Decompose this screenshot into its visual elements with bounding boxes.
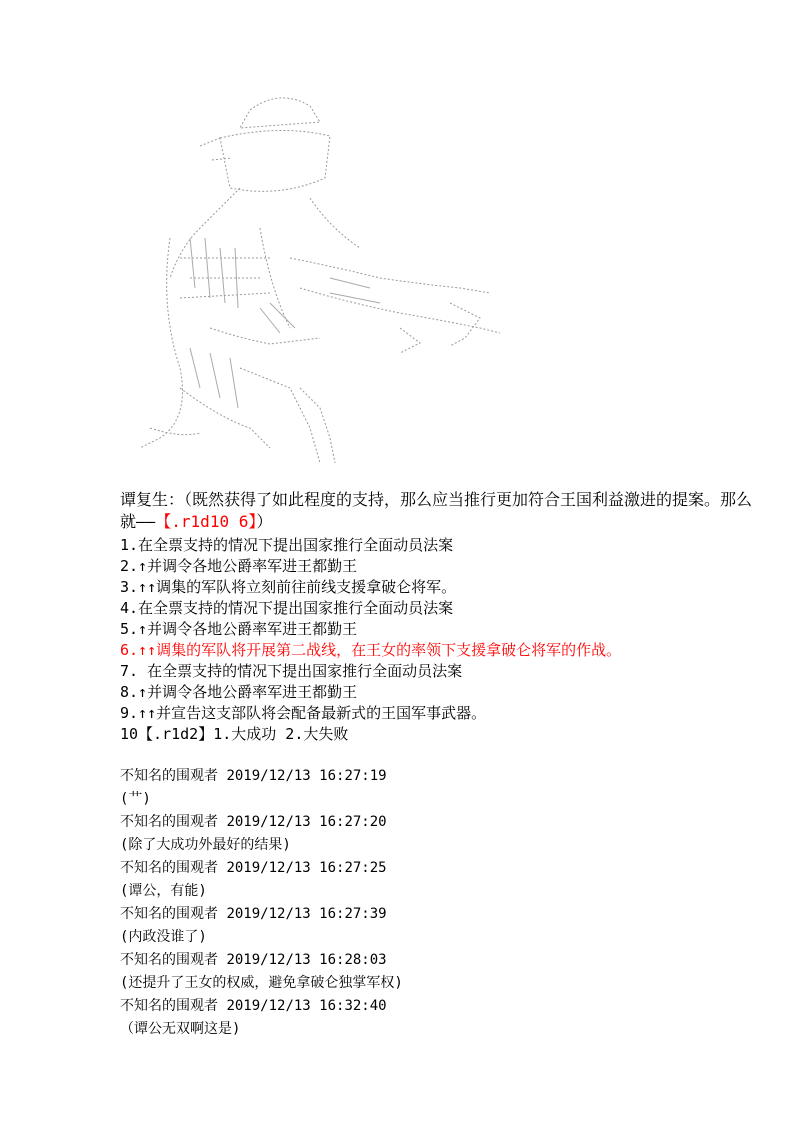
comment-time: 2019/12/13 16:27:19 [226,768,387,784]
comment-time: 2019/12/13 16:27:20 [226,814,387,830]
comment [120,765,760,811]
option-list [120,535,760,745]
comment-time: 2019/12/13 16:32:40 [226,998,387,1014]
option-item: 10【.r1d2】1.大成功 2.大失败 [120,725,349,743]
comment-time: 2019/12/13 16:28:03 [226,952,387,968]
comment-author: 不知名的围观者 [120,906,218,922]
option-item: 2.↑并调令各地公爵率军进王都勤王 [120,557,358,575]
comment-text: (内政没谁了) [120,929,207,945]
comment [120,903,760,949]
comment [120,857,760,903]
comment-author: 不知名的围观者 [120,952,218,968]
dice-roll: 【.r1d10 6】 [155,512,257,531]
comment-time: 2019/12/13 16:27:25 [226,860,387,876]
option-item: 7. 在全票支持的情况下提出国家推行全面动员法案 [120,662,463,680]
option-item-highlighted: 6.↑↑调集的军队将开展第二战线，在王女的率领下支援拿破仑将军的作战。 [120,641,622,659]
comment-text: (谭公，有能) [120,883,207,899]
comment [120,995,760,1041]
comment-author: 不知名的围观者 [120,768,218,784]
option-item: 8.↑并调令各地公爵率军进王都勤王 [120,683,358,701]
option-item: 4.在全票支持的情况下提出国家推行全面动员法案 [120,599,454,617]
option-item: 9.↑↑并宣告这支部队将会配备最新式的王国军事武器。 [120,704,487,722]
intro-close: ） [256,512,273,531]
comment [120,949,760,995]
intro-paragraph [120,489,760,533]
comment-author: 不知名的围观者 [120,814,218,830]
comment [120,811,760,857]
ascii-art-figure [120,88,510,468]
comment-author: 不知名的围观者 [120,860,218,876]
intro-text: 谭复生：（既然获得了如此程度的支持，那么应当推行更加符合王国利益激进的提案。那么就—— [120,490,753,531]
comment-text: （谭公无双啊这是) [120,1021,241,1037]
comment-text: (还提升了王女的权威，避免拿破仑独掌军权) [120,975,403,991]
comment-text: (除了大成功外最好的结果) [120,837,291,853]
comment-author: 不知名的围观者 [120,998,218,1014]
option-item: 3.↑↑调集的军队将立刻前往前线支援拿破仑将军。 [120,578,457,596]
option-item: 1.在全票支持的情况下提出国家推行全面动员法案 [120,536,454,554]
comment-list [120,765,760,1041]
option-item: 5.↑并调令各地公爵率军进王都勤王 [120,620,358,638]
comment-text: (艹) [120,791,151,807]
comment-time: 2019/12/13 16:27:39 [226,906,387,922]
